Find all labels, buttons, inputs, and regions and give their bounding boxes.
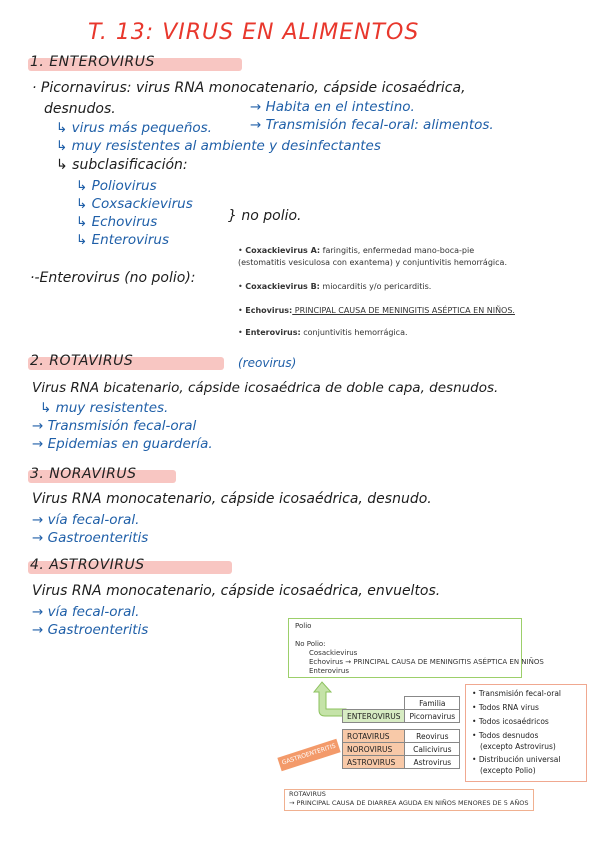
gastroenteritis-tag: GASTROENTERITIS [277, 739, 340, 771]
list-item: ↳ virus más pequeños. [56, 120, 212, 136]
section-heading-enterovirus: 1. ENTEROVIRUS [30, 54, 155, 70]
note-coxackievirus-b: • Coxackievirus B: miocarditis y/o pericarditis. [238, 282, 432, 291]
no-polio-item: Enterovirus [309, 667, 349, 675]
note-echovirus: • Echovirus: PRINCIPAL CAUSA DE MENINGITIS ASÉPTICA EN NIÑOS. [238, 306, 515, 315]
list-item: → vía fecal-oral. [32, 512, 140, 528]
section-heading-astrovirus: 4. ASTROVIRUS [30, 557, 145, 573]
note-enterovirus: • Enterovirus: conjuntivitis hemorrágica. [238, 328, 408, 337]
no-polio-item: Echovirus → PRINCIPAL CAUSA DE MENINGITIS ASÉPTICA EN NIÑOS [309, 658, 544, 666]
table-row [343, 697, 460, 710]
list-item: • Todos icosaédricos [472, 717, 549, 726]
no-polio-brace: } no polio. [228, 208, 302, 224]
picornavirus-line: · Picornavirus: virus RNA monocatenario, cápside icosaédrica, [32, 80, 466, 96]
characteristics-box [465, 684, 587, 782]
table-row [343, 730, 460, 743]
list-item: ↳ muy resistentes. [40, 400, 169, 416]
polio-classification-box [288, 618, 544, 678]
list-item: • Transmisión fecal-oral [472, 689, 561, 698]
table-cell: Reovirus [405, 730, 460, 743]
table-cell: ASTROVIRUS [343, 756, 405, 769]
list-item: → vía fecal-oral. [32, 604, 140, 620]
rotavirus-box-text: → PRINCIPAL CAUSA DE DIARREA AGUDA EN NIÑOS MENORES DE 5 AÑOS [289, 799, 529, 807]
list-item: ↳ muy resistentes al ambiente y desinfectantes [56, 138, 381, 154]
habitat-note: → Habita en el intestino. [250, 99, 415, 115]
table-cell: Picornavirus [405, 710, 460, 723]
table-cell: Astrovirus [405, 756, 460, 769]
list-item: ↳ subclasificación: [56, 157, 188, 173]
table-header: Familia [405, 697, 460, 710]
polio-label: Polio [295, 622, 312, 630]
noravirus-line: Virus RNA monocatenario, cápside icosaédrica, desnudo. [32, 491, 432, 507]
list-item: • Todos desnudos [472, 731, 539, 740]
section-heading-noravirus: 3. NORAVIRUS [30, 466, 137, 482]
list-item: → Transmisión fecal-oral [32, 418, 197, 434]
table-cell: ENTEROVIRUS [343, 710, 405, 723]
subtype-item: ↳ Echovirus [76, 214, 158, 230]
note-coxackievirus-a: • Coxackievirus A: faringitis, enfermedad mano-boca-pie (estomatitis vesiculosa con exantema) y conjuntivitis hemorrágica. [238, 246, 507, 267]
table-cell: ROTAVIRUS [343, 730, 405, 743]
no-polio-item: Cosackievirus [309, 649, 358, 657]
page-title: T. 13: VIRUS EN ALIMENTOS [88, 20, 420, 45]
table-cell: NOROVIRUS [343, 743, 405, 756]
table-row [343, 756, 460, 769]
enterovirus-no-polio-label: ·-Enterovirus (no polio): [30, 270, 196, 286]
list-item: • Todos RNA virus [472, 703, 539, 712]
subtype-item: ↳ Coxsackievirus [76, 196, 193, 212]
no-polio-label: No Polio: [295, 640, 326, 648]
reovirus-aside: (reovirus) [238, 356, 297, 370]
table-row [343, 743, 460, 756]
rotavirus-line: Virus RNA bicatenario, cápside icosaédrica de doble capa, desnudos. [32, 380, 499, 396]
rotavirus-box-title: ROTAVIRUS [289, 790, 326, 798]
table-row [343, 710, 460, 723]
table-cell: Calicivirus [405, 743, 460, 756]
subtype-item: ↳ Enterovirus [76, 232, 169, 248]
list-item: → Epidemias en guardería. [32, 436, 213, 452]
transmission-note: → Transmisión fecal-oral: alimentos. [250, 117, 494, 133]
list-item: • Distribución universal [472, 755, 561, 764]
family-table [342, 696, 460, 769]
desnudos-line: desnudos. [44, 101, 116, 117]
rotavirus-box [284, 789, 534, 811]
list-item: (excepto Polio) [480, 766, 536, 775]
list-item: (excepto Astrovirus) [480, 742, 556, 751]
astrovirus-line: Virus RNA monocatenario, cápside icosaédrica, envueltos. [32, 583, 441, 599]
list-item: → Gastroenteritis [32, 530, 149, 546]
subtype-item: ↳ Poliovirus [76, 178, 157, 194]
section-heading-rotavirus: 2. ROTAVIRUS [30, 353, 134, 369]
list-item: → Gastroenteritis [32, 622, 149, 638]
